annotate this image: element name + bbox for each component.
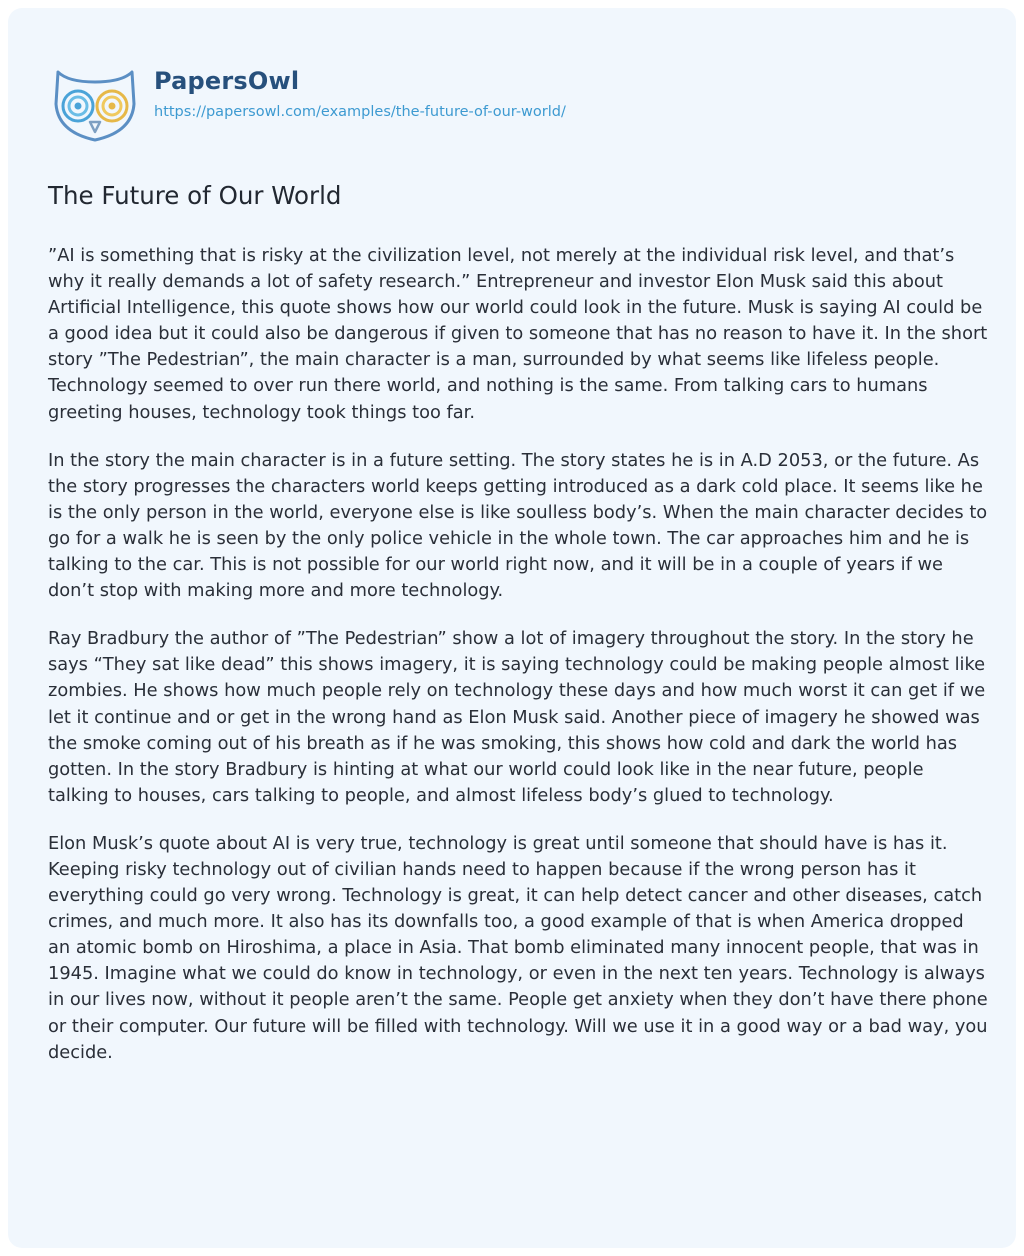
brand-block — [154, 64, 566, 120]
source-url-link[interactable]: https://papersowl.com/examples/the-future-of-our-world/ — [154, 104, 566, 120]
paragraph-4: Elon Musk’s quote about AI is very true, technology is great until someone that should have is has it. Keeping risky technology out of civilian hands need to happen because if the wrong person has it everything could go very wrong. Technology is great, it can help detect cancer and other diseases, catch crimes, and much more. It also has its downfalls too, a good example of that is when America dropped an atomic bomb on Hiroshima, a place in Asia. That bomb eliminated many innocent people, that was in 1945. Imagine what we could do know in technology, or even in the next ten years. Technology is always in our lives now, without it people aren’t the same. People get anxiety when they don’t have there phone or their computer. Our future will be filled with technology. Will we use it in a good way or a bad way, you decide. — [48, 832, 988, 1063]
site-header — [48, 64, 566, 144]
document-body — [48, 243, 988, 1088]
paragraph-2: In the story the main character is in a future setting. The story states he is in A.D 2053, or the future. As the story progresses the characters world keeps getting introduced as a dark cold place. It seems like he is the only person in the world, everyone else is like soulless body’s. When the main character decides to go for a walk he is seen by the only police vehicle in the whole town. The car approaches him and he is talking to the car. This is not possible for our world right now, and it will be in a couple of years if we don’t stop with making more and more technology. — [48, 449, 988, 602]
paragraph-1: ”AI is something that is risky at the civilization level, not merely at the individual risk level, and that’s why it really demands a lot of safety research.” Entrepreneur and investor Elon Musk said this about Artificial Intelligence, this quote shows how our world could look in the future. Musk is saying AI could be a good idea but it could also be dangerous if given to someone that has no reason to have it. In the short story ”The Pedestrian”, the main character is a man, surrounded by what seems like lifeless people. Technology seemed to over run there world, and nothing is the same. From talking cars to humans greeting houses, technology took things too far. — [48, 245, 988, 423]
paragraph-3: Ray Bradbury the author of ”The Pedestrian” show a lot of imagery throughout the story. In the story he says “They sat like dead” this shows imagery, it is saying technology could be making people almost like zombies. He shows how much people rely on technology these days and how much worst it can get if we let it continue and or get in the wrong hand as Elon Musk said. Another piece of imagery he showed was the smoke coming out of his breath as if he was smoking, this shows how cold and dark the world has gotten. In the story Bradbury is hinting at what our world could look like in the near future, people talking to houses, cars talking to people, and almost lifeless body’s glued to technology. — [48, 628, 986, 806]
brand-name: PapersOwl — [154, 67, 300, 95]
document-page — [8, 8, 1016, 1248]
document-title: The Future of Our World — [48, 181, 342, 210]
owl-logo-icon — [48, 64, 142, 144]
